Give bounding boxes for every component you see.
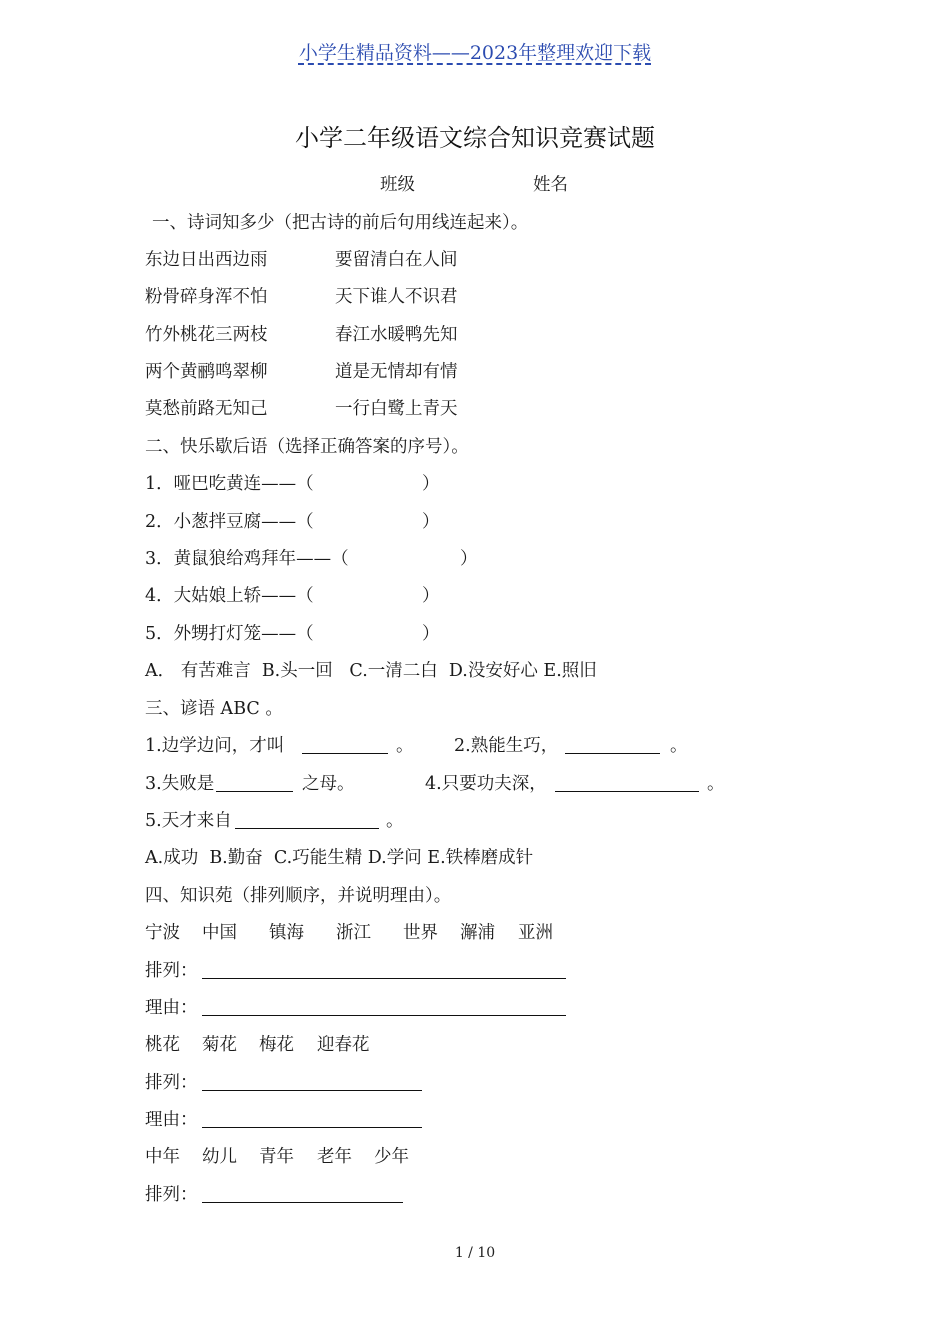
poem-right-1: 要留清白在人间	[335, 250, 458, 270]
order-blank-2[interactable]	[202, 1089, 422, 1091]
poem-right-3: 春江水暖鸭先知	[335, 325, 458, 345]
poem-left-2: 粉骨碎身浑不怕	[145, 287, 268, 307]
place-word-1: 宁波	[145, 923, 180, 943]
proverb-q4-blank[interactable]	[555, 790, 699, 792]
order-label-2: 排列：	[145, 1073, 198, 1093]
proverb-q3-blank[interactable]	[216, 790, 293, 792]
xiehouyu-item-1: 1．哑巴吃黄连——（	[145, 474, 314, 494]
proverb-q3-end: 之母。	[302, 774, 355, 794]
proverb-q1: 1.边学边问，才叫	[145, 736, 285, 756]
place-word-5: 世界	[403, 923, 438, 943]
place-word-4: 浙江	[336, 923, 371, 943]
proverb-q1-blank[interactable]	[302, 752, 388, 754]
poem-right-5: 一行白鹭上青天	[335, 399, 458, 419]
place-word-2: 中国	[202, 923, 237, 943]
section2-heading: 二、快乐歇后语（选择正确答案的序号）。	[145, 437, 469, 457]
reason-blank-1[interactable]	[202, 1014, 566, 1016]
section1-heading: 一、诗词知多少（把古诗的前后句用线连起来）。	[152, 213, 529, 233]
flower-word-3: 梅花	[259, 1035, 294, 1055]
xiehouyu-close-1: ）	[422, 474, 440, 494]
poem-right-4: 道是无情却有情	[335, 362, 458, 382]
proverb-options: A.成功 B.勤奋 C.巧能生精 D.学问 E.铁棒磨成针	[145, 848, 534, 868]
age-word-3: 青年	[259, 1147, 294, 1167]
name-label: 姓名	[533, 175, 568, 195]
flower-word-1: 桃花	[145, 1035, 180, 1055]
proverb-q4: 4.只要功夫深，	[425, 774, 547, 794]
xiehouyu-item-3: 3．黄鼠狼给鸡拜年——（	[145, 549, 349, 569]
page-title: 小学二年级语文综合知识竞赛试题	[295, 124, 655, 152]
order-blank-3[interactable]	[202, 1201, 403, 1203]
order-label-1: 排列：	[145, 961, 198, 981]
page-number: 1 / 10	[454, 1245, 496, 1261]
proverb-q3: 3.失败是	[145, 774, 215, 794]
proverb-q4-period: 。	[707, 774, 725, 794]
order-label-3: 排列：	[145, 1185, 198, 1205]
reason-blank-2[interactable]	[202, 1126, 422, 1128]
xiehouyu-item-4: 4．大姑娘上轿——（	[145, 586, 314, 606]
place-word-6: 澥浦	[460, 923, 495, 943]
age-word-5: 少年	[374, 1147, 409, 1167]
reason-label-1: 理由：	[145, 998, 198, 1018]
flower-word-2: 菊花	[202, 1035, 237, 1055]
age-word-2: 幼儿	[202, 1147, 237, 1167]
proverb-q2-blank[interactable]	[565, 752, 660, 754]
poem-left-3: 竹外桃花三两枝	[145, 325, 268, 345]
section3-heading: 三、谚语 ABC 。	[145, 699, 283, 719]
poem-left-4: 两个黄鹂鸣翠柳	[145, 362, 268, 382]
age-word-4: 老年	[317, 1147, 352, 1167]
flower-word-4: 迎春花	[317, 1035, 370, 1055]
poem-right-2: 天下谁人不识君	[335, 287, 458, 307]
xiehouyu-close-3: ）	[460, 549, 478, 569]
xiehouyu-close-5: ）	[422, 624, 440, 644]
section4-heading: 四、知识苑（排列顺序，并说明理由）。	[145, 886, 452, 906]
place-word-3: 镇海	[269, 923, 304, 943]
proverb-q5-blank[interactable]	[235, 827, 379, 829]
reason-label-2: 理由：	[145, 1110, 198, 1130]
order-blank-1[interactable]	[202, 977, 566, 979]
proverb-q1-period: 。	[396, 736, 414, 756]
xiehouyu-close-2: ）	[422, 512, 440, 532]
proverb-q5: 5.天才来自	[145, 811, 232, 831]
age-word-1: 中年	[145, 1147, 180, 1167]
xiehouyu-close-4: ）	[422, 586, 440, 606]
proverb-q5-period: 。	[386, 811, 404, 831]
proverb-q2: 2.熟能生巧，	[454, 736, 559, 756]
xiehouyu-item-2: 2．小葱拌豆腐——（	[145, 512, 314, 532]
proverb-q2-period: 。	[670, 736, 688, 756]
header-download-link[interactable]: 小学生精品资料——2023年整理欢迎下载	[298, 42, 652, 64]
xiehouyu-options: A． 有苦难言 B.头一回 C.一清二白 D.没安好心 E.照旧	[145, 661, 597, 681]
poem-left-1: 东边日出西边雨	[145, 250, 268, 270]
xiehouyu-item-5: 5．外甥打灯笼——（	[145, 624, 314, 644]
poem-left-5: 莫愁前路无知己	[145, 399, 268, 419]
class-label: 班级	[380, 175, 415, 195]
place-word-7: 亚洲	[518, 923, 553, 943]
